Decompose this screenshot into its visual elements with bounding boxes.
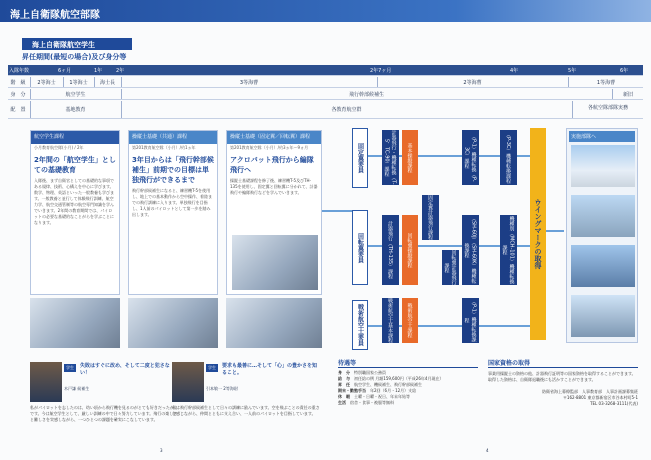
timeline-mark: 6年 <box>620 68 629 74</box>
interview-text: 私がパイロットを志したのは、幼い頃から飛行機を見るのがとても好きだったからです。今は航空学生として、厳しい訓練の中で日々努力しています。飛行の楽しさと難しさを実感しながら、一つひとつの課題を確実にこなしています。 <box>30 405 178 422</box>
track-rotary: 回転翼要員 <box>352 210 368 285</box>
aircraft-photo <box>232 235 318 290</box>
course-box: （P-1）機種転換課程 <box>462 298 479 343</box>
contact-block <box>488 389 638 407</box>
card-big: アクロバット飛行から編隊飛行へ <box>230 156 314 174</box>
rotary-flight-box: 回転翼操縦課程 <box>402 215 418 285</box>
aircraft-photo-mch101 <box>571 295 635 337</box>
interview-2 <box>172 362 322 447</box>
timeline-row-assignment <box>8 101 643 119</box>
card-big: 2年間の「航空学生」としての基礎教育 <box>34 156 116 174</box>
page-number-left: 3 <box>160 448 163 453</box>
page-header <box>0 0 651 22</box>
wing-mark-bar: ウイングマークの取得 <box>530 128 546 340</box>
course-box: 計器飛行（TH-135）課程 <box>382 215 399 285</box>
course-box: 計器飛行・機種転換（T-5、TC-90）課程 <box>382 130 399 185</box>
aircraft-photo-sh60 <box>571 245 635 287</box>
section-label: 海上自衛隊航空学生 <box>22 38 132 50</box>
rank-cell: 1等海士 <box>63 77 93 87</box>
interview-tag: 学生 <box>208 365 216 370</box>
course-box: （SH-60J）（SH-60K）機種転換課程 <box>462 215 479 285</box>
card-sub: 小月教育航空隊(小月) / 2年 <box>34 145 84 150</box>
license-section <box>488 358 638 446</box>
timeline-head <box>8 65 643 76</box>
assign-cell: 各航空隊部隊実務 <box>572 101 643 118</box>
interviewee-photo <box>172 362 204 402</box>
classroom-photo <box>30 298 120 348</box>
track-nav: 戦術航空士要員 <box>352 300 368 350</box>
assign-cell: 各教育航空群 <box>121 101 571 118</box>
contact-line: 〒162-8801 東京都新宿区市谷本村町5-1 <box>562 395 638 400</box>
course-box: 回転翼計器飛行課程 <box>442 250 459 285</box>
card-big: 3年目からは「飛行幹部候補生」前期での目標は単独飛行ができるまで <box>132 156 214 184</box>
aircraft-photo-p1 <box>571 145 635 187</box>
page-number-right: 4 <box>486 448 489 453</box>
interview-quote: 要求も最善に…そして「心」の豊かさを知ること。 <box>222 363 318 376</box>
course-box: 固定翼計器飛行課程 <box>422 195 439 240</box>
row-label: 配 置 <box>10 107 26 113</box>
rank-cell: 海士長 <box>94 77 120 87</box>
contact-line: 防衛省海上幕僚監部 人事教育部 人事計画課募集班 <box>542 389 638 394</box>
card-head: 操縦士基礎（固定翼／回転翼）課程 <box>227 131 321 144</box>
status-cell: 航空学生 <box>30 89 120 99</box>
timeline-mark: 4年 <box>510 68 519 74</box>
course-card-student <box>30 130 120 295</box>
course-box: （P-3C）機種転換課程 <box>500 130 517 185</box>
timeline-row-status <box>8 89 643 100</box>
license-text: 事業用操縦士の資格の他、計器飛行証明等の国家資格を取得することができます。取得した資格は、自衛隊退職後にも活かすことができます。 <box>488 371 636 382</box>
card-text: 飛行幹部候補生になると、練習機T-5を使用し、地上での基本動作から空中操作、着陸までの飛行訓練に入ります。単独飛行を目指し、1人前のパイロットとして第一歩を踏み出します。 <box>132 188 212 217</box>
card-head: 操縦士基礎（共通）課程 <box>129 131 217 144</box>
treatment-item: 昇 任 航空学生、機候補生、飛行幹部候補生 <box>338 382 422 387</box>
nav-flight-box: 戦術航空士課程 <box>402 298 418 343</box>
aircraft-photo-p3c <box>571 195 635 237</box>
card-head: 航空学生課程 <box>31 131 119 144</box>
status-cell: 新旧 <box>612 89 643 99</box>
course-box: 戦術航空士基本課程 <box>382 298 399 343</box>
flow-line <box>322 210 352 212</box>
flow-line <box>546 230 564 232</box>
interviewee-photo <box>30 362 62 402</box>
interview-1 <box>30 362 180 447</box>
interview-text: 私は飛行幹部候補生として日々の訓練に励んでいます。空を飛ぶことの責任の重さを感じながら、仲間とともに支え合い、一人前のパイロットを目指しています。 <box>172 405 320 416</box>
contact-line: TEL 03-3268-3111(代表) <box>590 401 638 406</box>
unit-title: 実施部隊へ <box>569 131 635 142</box>
assign-cell: 基地教育 <box>30 101 120 118</box>
rank-cell: 2等海曹 <box>377 77 567 87</box>
timeline-mark: 6ヶ月 <box>58 68 72 74</box>
course-box: （P-1）機種転換（P-3C）課程 <box>462 130 479 185</box>
interviewee-name: 引本敏一 2等海尉 <box>206 386 238 391</box>
course-box: 機種別（MCH-101）機種転換課程 <box>500 215 517 285</box>
section-subtitle: 昇任期間(最短の場合)及び身分等 <box>22 53 127 61</box>
treatment-item: 生活 宿舎・食事・被服等無料 <box>338 400 394 405</box>
treatment-section <box>338 358 478 446</box>
card-text: 入隊後、まず自衛官としての基礎的な事項である規律、技術、心構えを中心に学びます。数学、物理、英語といった一般教養も学びます。一般教養と並行して体験飛行訓練、航空力学、航空交通管制等の航空専門知識を学んでいきます。2年間の教育期間では、パイロットの必要な基礎的なことがらを学ぶことになります。 <box>34 178 114 225</box>
timeline-mark: 2年 <box>116 68 125 74</box>
card-text: 操縦士基礎課程を修了後、練習機T-5及びTH-135を使用し、固定翼と回転翼に分かれて、計器飛行や編隊飛行などを学んでいきます。 <box>230 178 318 195</box>
timeline-mark: 1年 <box>94 68 103 74</box>
treatment-item: 期末・勤勉手当 年2回（6月・12月）支給 <box>338 388 417 393</box>
rank-cell: 2等海士 <box>30 77 62 87</box>
timeline-mark: 2年7ヶ月 <box>370 68 392 74</box>
treatment-item: 身 分 特別職国家公務員 <box>338 370 386 375</box>
course-card-basic <box>128 130 218 295</box>
card-sub: 第201教育航空隊（小月）/約3ヵ年〜9ヵ月 <box>230 145 309 150</box>
timeline-head-label: 入隊年数 <box>9 68 30 74</box>
interviewee-name: 木戸謙 候補生 <box>64 386 90 391</box>
treatment-list <box>338 370 478 406</box>
career-timeline <box>8 65 643 120</box>
track-fixed: 固定翼要員 <box>352 128 368 188</box>
status-cell: 飛行幹部候補生 <box>121 89 611 99</box>
unit-panel <box>566 128 638 343</box>
interview-tag: 学生 <box>66 365 74 370</box>
rank-cell: 1等海曹 <box>568 77 643 87</box>
training-photo <box>226 298 322 348</box>
treatment-item: 給 与 初任給の例 月額159,600円（平成26年4月現在） <box>338 376 444 381</box>
license-title: 国家資格の取得 <box>488 358 638 368</box>
row-label: 身 分 <box>10 92 26 98</box>
timeline-row-rank <box>8 77 643 88</box>
timeline-mark: 5年 <box>568 68 577 74</box>
rank-cell: 3等海曹 <box>121 77 376 87</box>
study-photo <box>128 298 218 348</box>
treatment-title: 待遇等 <box>338 358 478 368</box>
basic-flight-box: 基本操縦課程 <box>402 130 418 185</box>
card-sub: 第201教育航空隊（小月）/約1ヵ年 <box>132 145 196 150</box>
interview-quote: 失敗はすぐに改め、そして二度と犯さない！ <box>80 363 170 376</box>
treatment-item: 休 暇 土曜・日曜・祝日、年末年始等 <box>338 394 410 399</box>
header-title: 海上自衛隊航空部隊 <box>10 10 100 21</box>
row-label: 階 級 <box>10 80 26 86</box>
